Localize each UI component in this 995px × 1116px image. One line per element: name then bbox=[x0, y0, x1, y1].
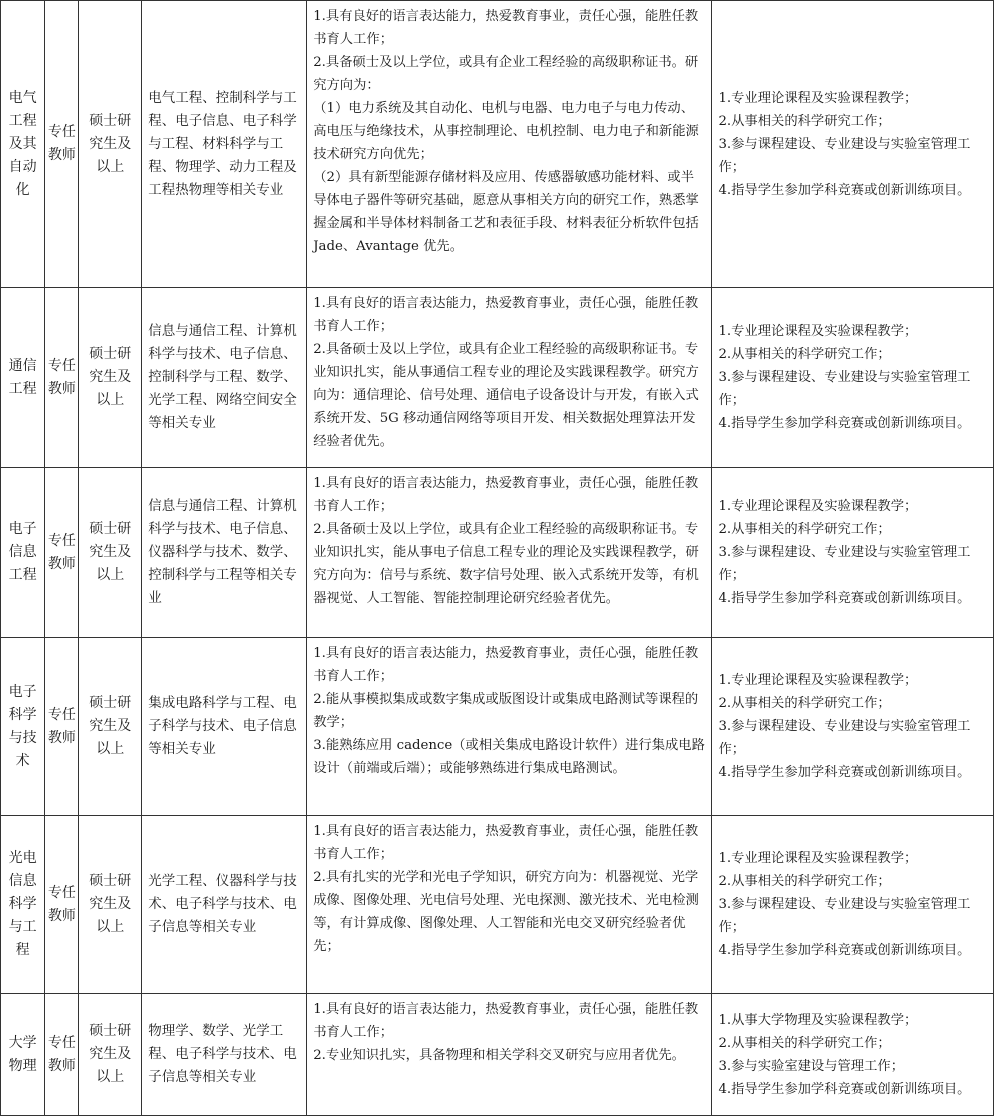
major-cell: 光电信息科学与工程 bbox=[1, 816, 45, 994]
table-row bbox=[1, 288, 994, 468]
major-cell: 电子信息工程 bbox=[1, 468, 45, 638]
requirement-line: 1.具有良好的语言表达能力，热爱教育事业，责任心强，能胜任教书育人工作； bbox=[313, 824, 699, 862]
fields-cell: 信息与通信工程、计算机科学与技术、电子信息、仪器科学与技术、数学、控制科学与工程等相关专业 bbox=[142, 468, 307, 638]
duty-line: 3.参与课程建设、专业建设与实验室管理工作； bbox=[718, 719, 971, 757]
duty-line: 1.专业理论课程及实验课程教学； bbox=[718, 90, 918, 106]
requirements-cell bbox=[307, 994, 712, 1116]
duty-line: 1.从事大学物理及实验课程教学； bbox=[718, 1012, 918, 1028]
duty-line: 1.专业理论课程及实验课程教学； bbox=[718, 851, 918, 866]
duty-line: 2.从事相关的科学研究工作； bbox=[718, 522, 891, 537]
duty-line: 3.参与实验室建设与管理工作； bbox=[718, 1058, 904, 1074]
fields-cell: 光学工程、仪器科学与技术、电子科学与技术、电子信息等相关专业 bbox=[142, 816, 307, 994]
requirement-line: 2.专业知识扎实，具备物理和相关学科交叉研究与应用者优先。 bbox=[313, 1048, 685, 1063]
requirements-cell bbox=[307, 638, 712, 816]
degree-cell: 硕士研究生及以上 bbox=[79, 1, 142, 288]
major-cell: 大学物理 bbox=[1, 994, 45, 1116]
post-cell: 专任教师 bbox=[45, 816, 79, 994]
requirement-line: （2）具有新型能源存储材料及应用、传感器敏感功能材料、或半导体电子器件等研究基础，愿意从事相关方向的研究工作，熟悉掌握金属和半导体材料制备工艺和表征手段、材料表征分析软件包括 Jade、Avantage 优先。 bbox=[313, 170, 699, 254]
requirement-line: 1.具有良好的语言表达能力，热爱教育事业，责任心强，能胜任教书育人工作； bbox=[313, 296, 699, 334]
fields-cell: 物理学、数学、光学工程、电子科学与技术、电子信息等相关专业 bbox=[142, 994, 307, 1116]
duties-cell bbox=[712, 1, 994, 288]
duty-line: 1.专业理论课程及实验课程教学； bbox=[718, 324, 918, 339]
requirement-line: 1.具有良好的语言表达能力，热爱教育事业，责任心强，能胜任教书育人工作； bbox=[313, 476, 699, 514]
major-cell: 通信工程 bbox=[1, 288, 45, 468]
requirement-line: （1）电力系统及其自动化、电机与电器、电力电子与电力传动、高电压与绝缘技术，从事控制理论、电机控制、电力电子和新能源技术研究方向优先； bbox=[313, 101, 699, 162]
post-cell: 专任教师 bbox=[45, 1, 79, 288]
duties-cell bbox=[712, 638, 994, 816]
degree-cell: 硕士研究生及以上 bbox=[79, 468, 142, 638]
duty-line: 2.从事相关的科学研究工作； bbox=[718, 1035, 891, 1051]
duty-line: 2.从事相关的科学研究工作； bbox=[718, 347, 891, 362]
requirement-line: 2.具有扎实的光学和光电子学知识，研究方向为：机器视觉、光学成像、图像处理、光电信号处理、光电探测、激光技术、光电检测等，有计算成像、图像处理、人工智能和光电交叉研究经验者优先； bbox=[313, 870, 699, 954]
degree-cell: 硕士研究生及以上 bbox=[79, 638, 142, 816]
requirement-line: 2.具备硕士及以上学位，或具有企业工程经验的高级职称证书。专业知识扎实，能从事通信工程专业的理论及实践课程教学。研究方向为：通信理论、信号处理、通信电子设备设计与开发，有嵌入式系统开发、5G 移动通信网络等项目开发、相关数据处理算法开发经验者优先。 bbox=[313, 342, 699, 449]
duty-line: 3.参与课程建设、专业建设与实验室管理工作； bbox=[718, 136, 971, 175]
post-cell: 专任教师 bbox=[45, 638, 79, 816]
degree-cell: 硕士研究生及以上 bbox=[79, 994, 142, 1116]
fields-cell: 集成电路科学与工程、电子科学与技术、电子信息等相关专业 bbox=[142, 638, 307, 816]
requirement-line: 1.具有良好的语言表达能力，热爱教育事业，责任心强，能胜任教书育人工作； bbox=[313, 1002, 699, 1040]
duty-line: 2.从事相关的科学研究工作； bbox=[718, 874, 891, 889]
major-cell: 电子科学与技术 bbox=[1, 638, 45, 816]
post-cell: 专任教师 bbox=[45, 288, 79, 468]
requirement-line: 2.能从事模拟集成或数字集成或版图设计或集成电路测试等课程的教学； bbox=[313, 692, 699, 730]
requirement-line: 1.具有良好的语言表达能力，热爱教育事业，责任心强，能胜任教书育人工作； bbox=[313, 9, 699, 47]
duty-line: 2.从事相关的科学研究工作； bbox=[718, 696, 891, 711]
degree-cell: 硕士研究生及以上 bbox=[79, 288, 142, 468]
requirement-line: 1.具有良好的语言表达能力，热爱教育事业，责任心强，能胜任教书育人工作； bbox=[313, 646, 699, 684]
requirements-cell bbox=[307, 1, 712, 288]
major-cell: 电气工程及其自动化 bbox=[1, 1, 45, 288]
duty-line: 3.参与课程建设、专业建设与实验室管理工作； bbox=[718, 370, 971, 408]
duty-line: 4.指导学生参加学科竞赛或创新训练项目。 bbox=[718, 182, 971, 198]
requirements-cell bbox=[307, 816, 712, 994]
duty-line: 4.指导学生参加学科竞赛或创新训练项目。 bbox=[718, 416, 971, 431]
table-row bbox=[1, 638, 994, 816]
duties-cell bbox=[712, 816, 994, 994]
duty-line: 4.指导学生参加学科竞赛或创新训练项目。 bbox=[718, 591, 971, 606]
degree-cell: 硕士研究生及以上 bbox=[79, 816, 142, 994]
fields-cell: 电气工程、控制科学与工程、电子信息、电子科学与工程、材料科学与工程、物理学、动力工程及工程热物理等相关专业 bbox=[142, 1, 307, 288]
post-cell: 专任教师 bbox=[45, 468, 79, 638]
table-row bbox=[1, 994, 994, 1116]
table-row bbox=[1, 468, 994, 638]
duty-line: 4.指导学生参加学科竞赛或创新训练项目。 bbox=[718, 765, 971, 780]
duty-line: 3.参与课程建设、专业建设与实验室管理工作； bbox=[718, 897, 971, 935]
requirement-line: 3.能熟练应用 cadence（或相关集成电路设计软件）进行集成电路设计（前端或后端）；或能够熟练进行集成电路测试。 bbox=[313, 738, 705, 776]
requirements-cell bbox=[307, 288, 712, 468]
duty-line: 4.指导学生参加学科竞赛或创新训练项目。 bbox=[718, 1081, 971, 1097]
duties-cell bbox=[712, 994, 994, 1116]
table-row bbox=[1, 816, 994, 994]
requirements-cell bbox=[307, 468, 712, 638]
duty-line: 2.从事相关的科学研究工作； bbox=[718, 113, 891, 129]
fields-cell: 信息与通信工程、计算机科学与技术、电子信息、控制科学与工程、数学、光学工程、网络空间安全等相关专业 bbox=[142, 288, 307, 468]
requirement-line: 2.具备硕士及以上学位，或具有企业工程经验的高级职称证书。研究方向为： bbox=[313, 55, 699, 93]
table-row bbox=[1, 1, 994, 288]
duty-line: 4.指导学生参加学科竞赛或创新训练项目。 bbox=[718, 943, 971, 958]
duty-line: 1.专业理论课程及实验课程教学； bbox=[718, 499, 918, 514]
requirement-line: 2.具备硕士及以上学位，或具有企业工程经验的高级职称证书。专业知识扎实，能从事电子信息工程专业的理论及实践课程教学，研究方向为：信号与系统、数字信号处理、嵌入式系统开发等，有机器视觉、人工智能、智能控制理论研究经验者优先。 bbox=[313, 522, 699, 606]
duty-line: 3.参与课程建设、专业建设与实验室管理工作； bbox=[718, 545, 971, 583]
post-cell: 专任教师 bbox=[45, 994, 79, 1116]
duties-cell bbox=[712, 288, 994, 468]
duty-line: 1.专业理论课程及实验课程教学； bbox=[718, 673, 918, 688]
duties-cell bbox=[712, 468, 994, 638]
